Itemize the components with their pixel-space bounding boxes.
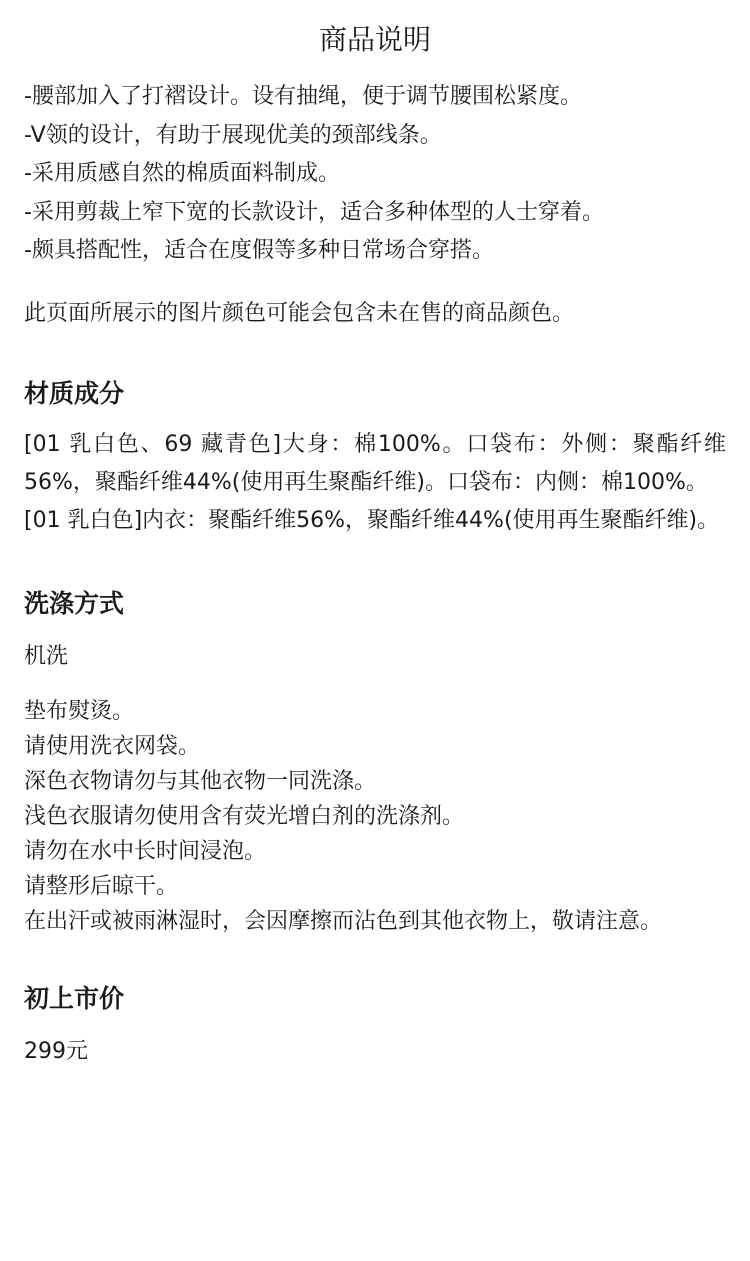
washing-instruction: 请勿在水中长时间浸泡。 xyxy=(24,838,267,864)
washing-instruction: 请使用洗衣网袋。 xyxy=(24,733,201,759)
price-section-title: 初上市价 xyxy=(24,983,125,1013)
feature-item: -采用剪裁上窄下宽的长款设计，适合多种体型的人士穿着。 xyxy=(24,199,604,225)
washing-instruction: 深色衣物请勿与其他衣物一同洗涤。 xyxy=(24,768,377,794)
washing-section-title: 洗涤方式 xyxy=(24,588,125,618)
page-title: 商品说明 xyxy=(318,23,431,56)
material-composition xyxy=(24,426,726,540)
feature-item: -颇具搭配性，适合在度假等多种日常场合穿搭。 xyxy=(24,238,494,263)
feature-item: -腰部加入了打褶设计。设有抽绳，便于调节腰围松紧度。 xyxy=(24,84,582,109)
material-paragraph: [01 乳白色]内衣：聚酯纤维56%，聚酯纤维44%(使用再生聚酯纤维)。 xyxy=(24,507,720,533)
color-disclaimer: 此页面所展示的图片颜色可能会包含未在售的商品颜色。 xyxy=(24,300,575,326)
washing-instruction: 请整形后晾干。 xyxy=(24,873,179,899)
material-paragraph: [01 乳白色、69 藏青色]大身：棉100%。口袋布：外侧：聚酯纤维56%，聚酯纤维44%(使用再生聚酯纤维)。口袋布：内侧：棉100%。 xyxy=(24,431,726,495)
feature-item: -V领的设计，有助于展现优美的颈部线条。 xyxy=(24,122,442,148)
washing-instructions xyxy=(24,694,726,939)
washing-instruction: 垫布熨烫。 xyxy=(24,698,135,724)
washing-instruction: 在出汗或被雨淋湿时，会因摩擦而沾色到其他衣物上，敬请注意。 xyxy=(24,908,663,934)
feature-list xyxy=(24,78,726,271)
initial-price: 299元 xyxy=(24,1038,88,1064)
washing-instruction: 浅色衣服请勿使用含有荧光增白剂的洗涤剂。 xyxy=(24,803,465,829)
washing-method: 机洗 xyxy=(24,643,69,669)
feature-item: -采用质感自然的棉质面料制成。 xyxy=(24,161,340,186)
material-section-title: 材质成分 xyxy=(24,378,125,408)
